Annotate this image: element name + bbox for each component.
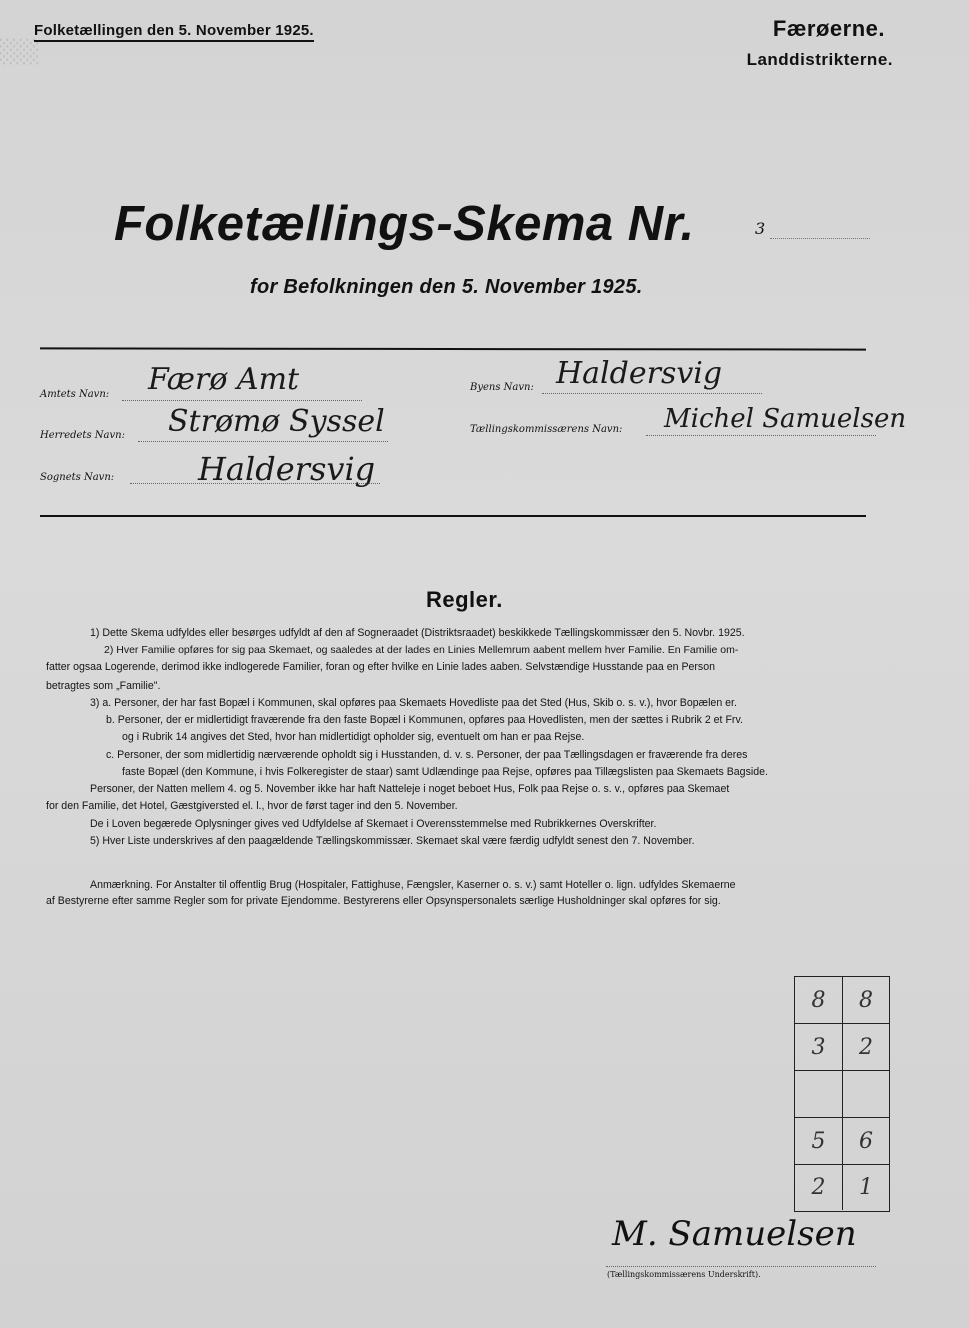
tally-cell: 2 [843, 1024, 889, 1071]
byens-value: Haldersvig [556, 356, 723, 391]
kommissaer-label: Tællingskommissærens Navn: [470, 424, 623, 435]
note-line: af Bestyrerne efter samme Regler som for private Ejendomme. Bestyrerens eller Opsynspersonalets særlige Husholdninger skal opføres for sig. [46, 895, 721, 907]
rule-line: b. Personer, der er midlertidigt fraværende fra den faste Bopæl i Kommunen, opføres paa Hovedlisten, men der sættes i Rubrik 2 et Frv. [106, 714, 743, 726]
tally-cell: 2 [795, 1165, 843, 1210]
form-title: Folketællings-Skema Nr. [114, 197, 695, 251]
amt-label: Amtets Navn: [40, 389, 110, 400]
tally-cell: 1 [859, 1175, 873, 1200]
rule-line: fatter ogsaa Logerende, derimod ikke indlogerede Familier, foran og efter hvilke en Linie lades aaben. Selvstændige Husstande paa en Person [46, 661, 716, 673]
tally-cell: 8 [843, 977, 889, 1024]
bottom-rule [40, 515, 866, 517]
tally-cell: 3 [795, 1024, 843, 1071]
form-subtitle: for Befolkningen den 5. November 1925. [250, 276, 643, 298]
sogn-value: Haldersvig [198, 450, 376, 488]
rule-line: faste Bopæl (den Kommune, i hvis Folkeregister de staar) samt Udlændinge paa Rejse, opføres paa Tillægslisten paa Skemaets Bagside. [122, 766, 768, 778]
form-number: 3 [755, 219, 766, 238]
rule-line: for den Familie, det Hotel, Gæstgiversted el. l., hvor de først tager ind den 5. November. [46, 800, 458, 812]
tally-cell: 8 [795, 977, 843, 1024]
rule-line: 3) a. Personer, der har fast Bopæl i Kommunen, skal opføres paa Skemaets Hovedliste paa det Sted (Hus, Skib o. s. v.), hvor Bopælen er. [90, 697, 737, 709]
tally-cell [843, 1071, 889, 1118]
signature-caption: (Tællingskommissærens Underskrift). [607, 1270, 761, 1279]
sogn-label: Sognets Navn: [40, 472, 115, 483]
kommissaer-dotline [646, 435, 876, 436]
rules-heading: Regler. [426, 587, 503, 612]
note-line: Anmærkning. For Anstalter til offentlig Brug (Hospitaler, Fattighuse, Fængsler, Kaserner o. s. v.) samt Hoteller o. lign. udfyldes Skemaerne [90, 879, 736, 891]
rule-line: 2) Hver Familie opføres for sig paa Skemaet, og saaledes at der lades en Linies Mellemrum aabent mellem hver Familie. En Familie om- [104, 644, 739, 656]
rule-line: Personer, der Natten mellem 4. og 5. November ikke har haft Natteleje i noget beboet Hus, Folk paa Rejse o. s. v., opføres paa Skemaet [90, 783, 730, 795]
amt-value: Færø Amt [148, 362, 300, 397]
rule-line: betragtes som „Familie". [46, 680, 161, 692]
signature-dotline [606, 1266, 876, 1267]
district-header: Landdistrikterne. [746, 50, 893, 69]
rule-line: 5) Hver Liste underskrives af den paagældende Tællingskommissær. Skemaet skal være færdig udfyldt senest den 7. November. [90, 835, 695, 847]
rule-line: 1) Dette Skema udfyldes eller besørges udfyldt af den af Sogneraadet (Distriktsraadet) beskikkede Tællingskommissær den 5. Novbr. 1925. [90, 627, 745, 639]
byens-label: Byens Navn: [470, 382, 534, 393]
tally-cell [795, 1071, 843, 1118]
rule-line: c. Personer, der som midlertidig nærværende opholdt sig i Husstanden, d. v. s. Personer, der paa Tællingsdagen er fraværende fra deres [106, 749, 748, 761]
tally-cell: 5 [795, 1118, 843, 1165]
byens-dotline [542, 393, 762, 394]
enumerator-signature: M. Samuelsen [612, 1214, 857, 1254]
herred-value: Strømø Syssel [168, 404, 385, 439]
tally-cell: 6 [843, 1118, 889, 1165]
form-number-dotline [770, 238, 870, 239]
census-date-header: Folketællingen den 5. November 1925. [34, 22, 314, 42]
herred-dotline [138, 441, 388, 442]
rule-line: De i Loven begærede Oplysninger gives ved Udfyldelse af Skemaet i Overensstemmelse med Rubrikkernes Overskrifter. [90, 818, 657, 830]
herred-label: Herredets Navn: [40, 430, 125, 441]
region-header: Færøerne. [772, 16, 885, 41]
faded-stamp: ░░░ [0, 40, 40, 65]
top-rule [40, 347, 866, 350]
amt-dotline [122, 400, 362, 401]
tally-box [794, 976, 890, 1212]
rule-line: og i Rubrik 14 angives det Sted, hvor han midlertidigt opholder sig, eventuelt om han er paa Rejse. [122, 731, 585, 743]
kommissaer-value: Michel Samuelsen [664, 404, 907, 434]
